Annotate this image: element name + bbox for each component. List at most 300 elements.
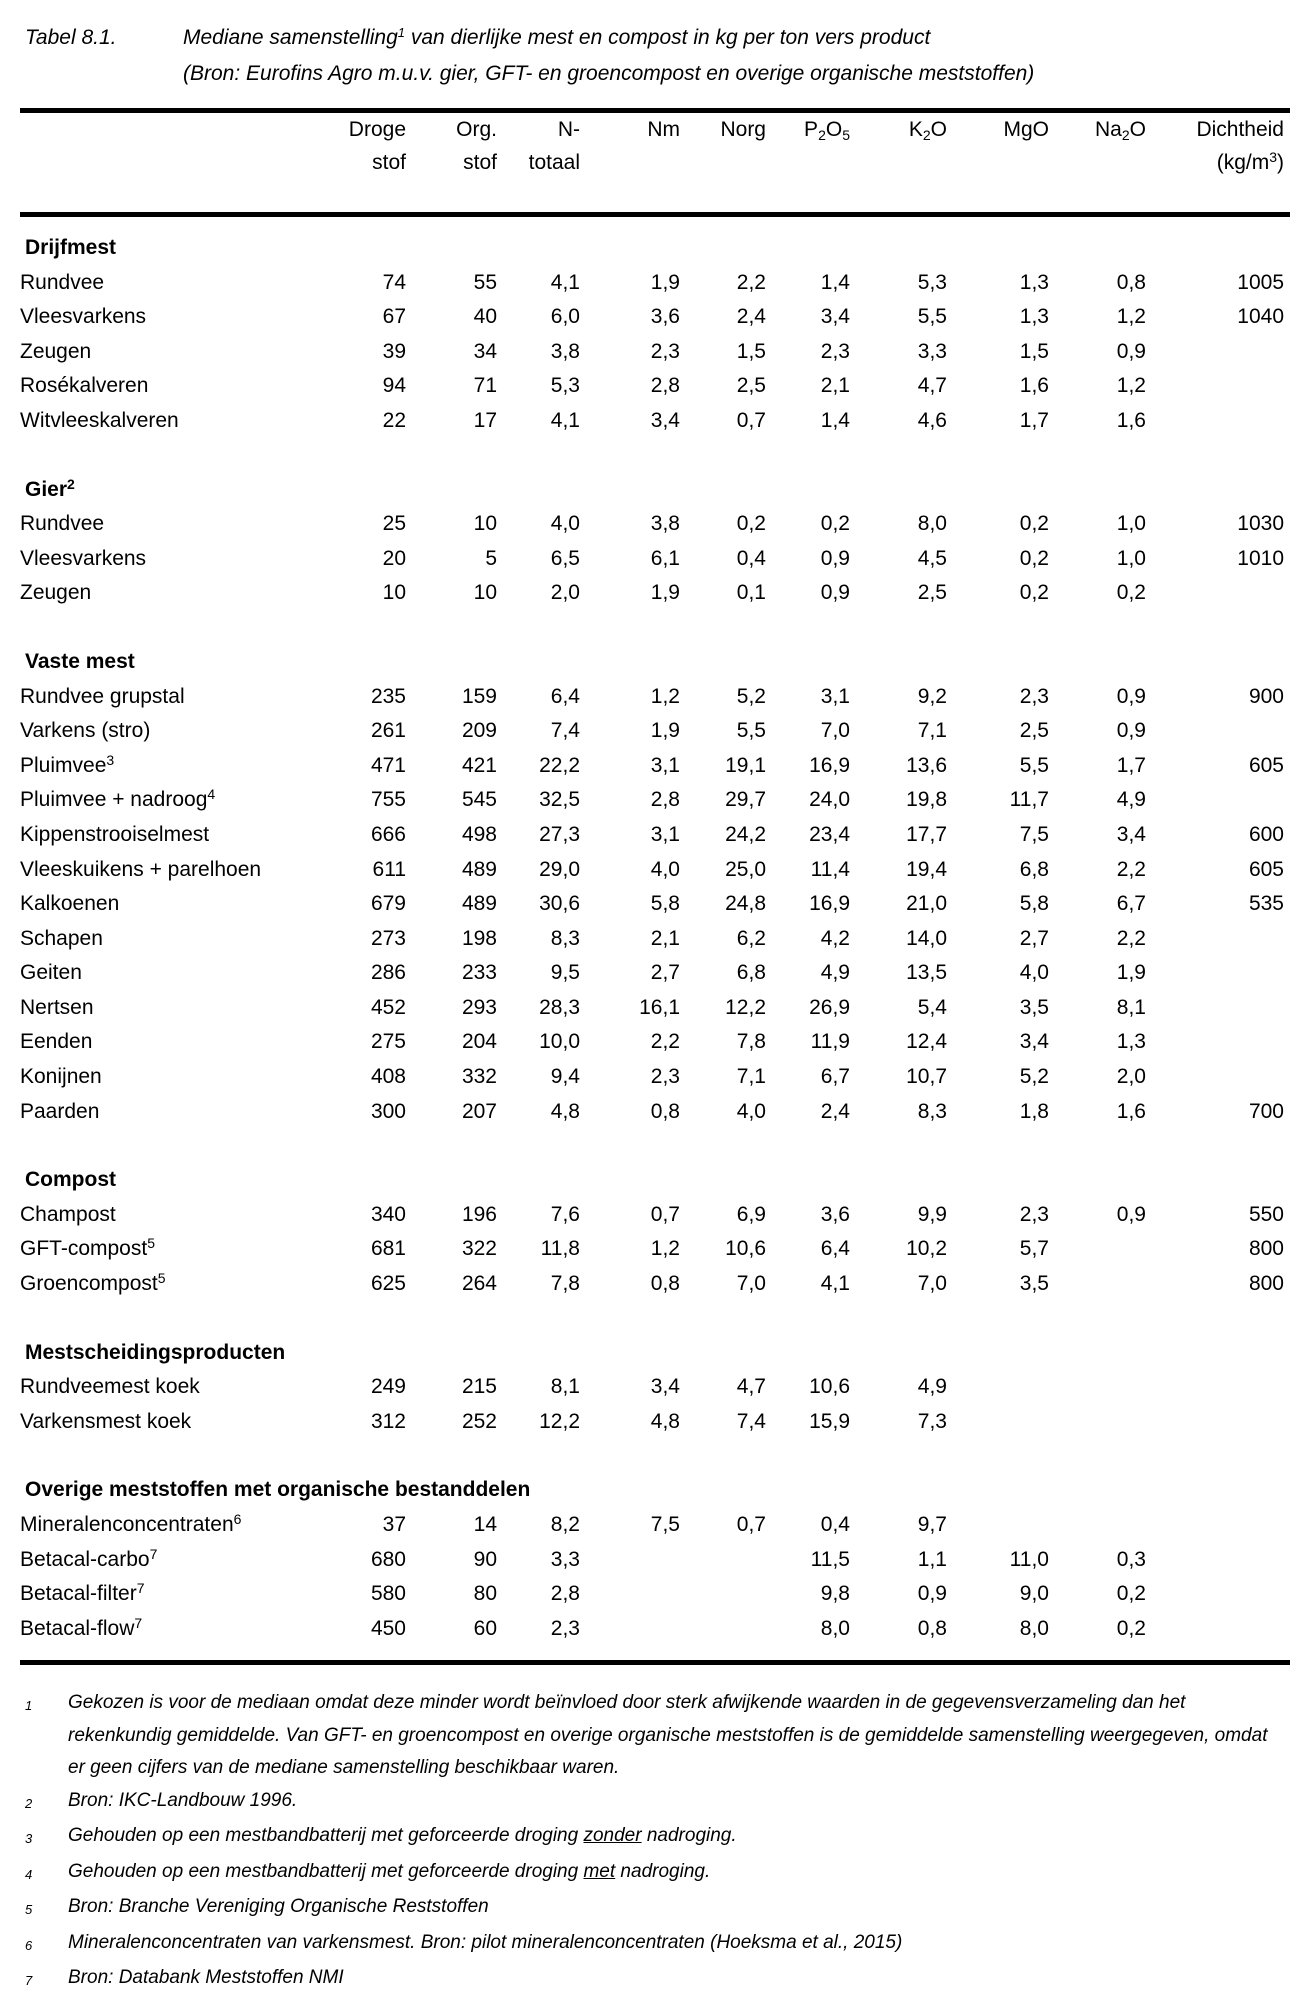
footnote bbox=[25, 1927, 1277, 1963]
cell-value: 1,3 bbox=[1116, 1030, 1146, 1054]
cell-value: 252 bbox=[461, 1409, 497, 1433]
cell-value bbox=[1146, 1543, 1290, 1578]
cell-value: 0,2 bbox=[1116, 581, 1146, 605]
column-header-line1: Droge bbox=[348, 118, 406, 141]
footnote-number: 2 bbox=[25, 1795, 33, 1811]
cell-value: 7,5 bbox=[1019, 822, 1049, 846]
cell-value: 2,3 bbox=[650, 339, 680, 363]
cell-value bbox=[1146, 369, 1290, 404]
row-label: Pluimvee + nadroog$^4$ bbox=[20, 786, 216, 812]
cell-value: 10 bbox=[382, 581, 406, 605]
cell-value: 625 bbox=[370, 1272, 406, 1296]
section-heading: Compost bbox=[25, 1168, 116, 1192]
cell-value: 16,9 bbox=[809, 892, 850, 916]
cell-value: 4,9 bbox=[917, 1375, 947, 1399]
cell-value: 159 bbox=[461, 684, 497, 708]
cell-value: 1,2 bbox=[1116, 305, 1146, 329]
cell-value: 2,3 bbox=[550, 1616, 580, 1640]
section-heading: Drijfmest bbox=[25, 236, 117, 259]
cell-value: 0,9 bbox=[1116, 1202, 1146, 1226]
row-label: Betacal-carbo$^7$ bbox=[20, 1545, 158, 1571]
column-header-line1: $Na_2O$ bbox=[1095, 118, 1146, 143]
cell-value: 0,8 bbox=[650, 1272, 680, 1296]
cell-value: 6,2 bbox=[736, 926, 766, 950]
cell-value: 5,7 bbox=[1019, 1237, 1049, 1261]
cell-value: 10,0 bbox=[539, 1030, 580, 1054]
cell-value: 6,9 bbox=[736, 1202, 766, 1226]
cell-value: 7,3 bbox=[917, 1409, 947, 1433]
cell-value: 4,8 bbox=[550, 1099, 580, 1123]
cell-value: 7,1 bbox=[736, 1065, 766, 1089]
cell-value bbox=[1146, 404, 1290, 439]
cell-value: 13,6 bbox=[906, 753, 947, 777]
cell-value: 312 bbox=[370, 1409, 406, 1433]
cell-value: 40 bbox=[473, 305, 497, 329]
cell-value: 605 bbox=[1248, 857, 1284, 881]
cell-value: 3,3 bbox=[917, 339, 947, 363]
cell-value: 4,1 bbox=[550, 270, 580, 294]
cell-value: 5,8 bbox=[650, 892, 680, 916]
cell-value: 666 bbox=[370, 822, 406, 846]
cell-value: 264 bbox=[461, 1272, 497, 1296]
cell-value: 340 bbox=[370, 1202, 406, 1226]
cell-value: 7,1 bbox=[917, 719, 947, 743]
table-row bbox=[20, 922, 1290, 957]
cell-value: 198 bbox=[461, 926, 497, 950]
cell-value: 2,2 bbox=[1116, 926, 1146, 950]
cell-value: 1,7 bbox=[1019, 408, 1049, 432]
cell-value: 8,3 bbox=[917, 1099, 947, 1123]
table-row bbox=[20, 404, 1290, 439]
cell-value: 8,1 bbox=[1116, 995, 1146, 1019]
cell-value: 1,2 bbox=[650, 684, 680, 708]
cell-value: 37 bbox=[382, 1513, 406, 1536]
spacer-row bbox=[20, 1646, 1290, 1663]
cell-value: 11,5 bbox=[810, 1547, 850, 1571]
cell-value: 452 bbox=[370, 995, 406, 1019]
table-row bbox=[20, 1508, 1290, 1543]
cell-value: 5,4 bbox=[917, 995, 947, 1019]
cell-value: 1,5 bbox=[736, 339, 766, 363]
footnote bbox=[25, 1687, 1277, 1785]
row-label: Konijnen bbox=[20, 1065, 102, 1089]
cell-value: 9,7 bbox=[917, 1513, 947, 1536]
cell-value: 0,9 bbox=[917, 1582, 947, 1606]
cell-value bbox=[1146, 714, 1290, 749]
cell-value: 8,1 bbox=[550, 1375, 580, 1399]
cell-value: 545 bbox=[461, 788, 497, 812]
column-header-line1: MgO bbox=[1003, 118, 1049, 141]
cell-value: 2,2 bbox=[736, 270, 766, 294]
cell-value: 0,1 bbox=[736, 581, 766, 605]
cell-value bbox=[1049, 1232, 1146, 1267]
cell-value bbox=[1146, 576, 1290, 611]
table-row bbox=[20, 576, 1290, 611]
table-title bbox=[25, 20, 1034, 92]
table-row bbox=[20, 1095, 1290, 1130]
cell-value: 24,0 bbox=[809, 788, 850, 812]
cell-value: 22 bbox=[382, 408, 406, 432]
cell-value: 489 bbox=[461, 857, 497, 881]
cell-value: 0,8 bbox=[917, 1616, 947, 1640]
cell-value: 1005 bbox=[1237, 270, 1284, 294]
cell-value: 5,5 bbox=[736, 719, 766, 743]
cell-value: 3,1 bbox=[650, 822, 680, 846]
row-label: Kalkoenen bbox=[20, 892, 120, 916]
table-row bbox=[20, 300, 1290, 335]
table-row bbox=[20, 335, 1290, 370]
row-label: Zeugen bbox=[20, 581, 92, 605]
cell-value: 332 bbox=[461, 1065, 497, 1089]
cell-value: 3,6 bbox=[650, 305, 680, 329]
cell-value: 293 bbox=[461, 995, 497, 1019]
cell-value: 8,0 bbox=[1019, 1616, 1049, 1640]
cell-value: 7,0 bbox=[736, 1272, 766, 1296]
cell-value: 1,5 bbox=[1019, 339, 1049, 363]
cell-value: 7,5 bbox=[650, 1513, 680, 1536]
cell-value bbox=[1146, 922, 1290, 957]
cell-value: 535 bbox=[1248, 892, 1284, 916]
cell-value: 26,9 bbox=[809, 995, 850, 1019]
cell-value: 0,2 bbox=[820, 512, 850, 536]
cell-value bbox=[1049, 1405, 1146, 1440]
cell-value: 1,9 bbox=[1116, 961, 1146, 985]
row-label: Schapen bbox=[20, 926, 103, 950]
cell-value bbox=[580, 1543, 680, 1578]
cell-value: 3,6 bbox=[820, 1202, 850, 1226]
cell-value: 550 bbox=[1248, 1202, 1284, 1226]
cell-value: 90 bbox=[473, 1547, 497, 1571]
cell-value bbox=[1146, 1577, 1290, 1612]
cell-value: 0,2 bbox=[1019, 546, 1049, 570]
cell-value: 580 bbox=[370, 1582, 406, 1606]
cell-value bbox=[1049, 1370, 1146, 1405]
cell-value: 6,8 bbox=[1019, 857, 1049, 881]
cell-value: 6,7 bbox=[820, 1065, 850, 1089]
cell-value: 800 bbox=[1248, 1272, 1284, 1296]
cell-value: 12,2 bbox=[539, 1409, 580, 1433]
cell-value: 7,0 bbox=[820, 719, 850, 743]
cell-value: 1,3 bbox=[1019, 305, 1049, 329]
footnote-number: 1 bbox=[25, 1698, 33, 1713]
cell-value: 1,8 bbox=[1019, 1099, 1049, 1123]
cell-value: 204 bbox=[461, 1030, 497, 1054]
table-row bbox=[20, 369, 1290, 404]
cell-value: 2,0 bbox=[1116, 1065, 1146, 1089]
header-cell-empty bbox=[20, 111, 300, 215]
cell-value: 11,4 bbox=[810, 857, 850, 881]
cell-value: 5,5 bbox=[1019, 753, 1049, 777]
column-header-line2: stof bbox=[372, 151, 406, 174]
cell-value: 6,5 bbox=[550, 546, 580, 570]
cell-value: 471 bbox=[370, 753, 406, 777]
row-label: Zeugen bbox=[20, 339, 92, 363]
cell-value: 600 bbox=[1248, 822, 1284, 846]
cell-value bbox=[1049, 1267, 1146, 1302]
cell-value: 611 bbox=[372, 857, 406, 881]
cell-value: 273 bbox=[370, 926, 406, 950]
cell-value: 6,4 bbox=[820, 1237, 850, 1261]
cell-value: 1,6 bbox=[1116, 408, 1146, 432]
cell-value bbox=[1146, 1405, 1290, 1440]
cell-value: 74 bbox=[382, 270, 406, 294]
cell-value: 13,5 bbox=[906, 961, 947, 985]
row-label: Vleesvarkens bbox=[20, 305, 147, 329]
table-row bbox=[20, 853, 1290, 888]
cell-value: 5,2 bbox=[736, 684, 766, 708]
footnote bbox=[25, 1891, 1277, 1927]
column-header-line1: Norg bbox=[720, 118, 766, 141]
table-row bbox=[20, 749, 1290, 784]
column-header bbox=[1146, 111, 1290, 215]
cell-value: 261 bbox=[370, 719, 406, 743]
cell-value: 0,7 bbox=[736, 1513, 766, 1536]
column-header bbox=[406, 111, 497, 215]
cell-value bbox=[1049, 1508, 1146, 1543]
cell-value: 5,5 bbox=[917, 305, 947, 329]
cell-value: 34 bbox=[473, 339, 497, 363]
cell-value: 9,4 bbox=[550, 1065, 580, 1089]
cell-value: 7,4 bbox=[736, 1409, 766, 1433]
cell-value: 3,4 bbox=[650, 1375, 680, 1399]
cell-value: 23,4 bbox=[809, 822, 850, 846]
cell-value: 7,4 bbox=[550, 719, 580, 743]
cell-value: 0,9 bbox=[1116, 719, 1146, 743]
table-row bbox=[20, 1577, 1290, 1612]
cell-value: 322 bbox=[461, 1237, 497, 1261]
cell-value: 2,5 bbox=[1019, 719, 1049, 743]
row-label: Nertsen bbox=[20, 995, 94, 1019]
cell-value: 4,5 bbox=[917, 546, 947, 570]
row-label: Geiten bbox=[20, 961, 82, 985]
cell-value: 16,1 bbox=[639, 995, 680, 1019]
row-label: GFT-compost$^5$ bbox=[20, 1235, 155, 1261]
cell-value: 1040 bbox=[1237, 305, 1284, 329]
cell-value: 30,6 bbox=[539, 892, 580, 916]
column-header-line2: totaal bbox=[528, 151, 580, 174]
cell-value: 215 bbox=[461, 1375, 497, 1399]
cell-value: 489 bbox=[461, 892, 497, 916]
cell-value: 19,8 bbox=[906, 788, 947, 812]
section-heading: Mestscheidingsproducten bbox=[25, 1340, 286, 1364]
table-row bbox=[20, 542, 1290, 577]
cell-value: 1,6 bbox=[1019, 374, 1049, 398]
cell-value bbox=[680, 1577, 766, 1612]
cell-value: 17,7 bbox=[906, 822, 947, 846]
footnotes bbox=[25, 1687, 1277, 1998]
table-title-text bbox=[183, 20, 1034, 92]
cell-value: 2,1 bbox=[650, 926, 680, 950]
cell-value: 80 bbox=[473, 1582, 497, 1606]
cell-value: 275 bbox=[370, 1030, 406, 1054]
table-row bbox=[20, 1060, 1290, 1095]
footnote-number: 5 bbox=[25, 1902, 33, 1917]
cell-value: 16,9 bbox=[809, 753, 850, 777]
row-label: Groencompost$^5$ bbox=[20, 1270, 166, 1296]
footnote-text: Gehouden op een mestbandbatterij met geforceerde droging zonder nadroging. bbox=[68, 1825, 737, 1846]
section-heading: Overige meststoffen met organische bestanddelen bbox=[25, 1478, 531, 1502]
cell-value: 900 bbox=[1248, 684, 1284, 708]
cell-value: 408 bbox=[370, 1065, 406, 1089]
cell-value bbox=[1146, 1370, 1290, 1405]
row-label: Rosékalveren bbox=[20, 374, 149, 398]
table-row bbox=[20, 1543, 1290, 1578]
cell-value bbox=[580, 1577, 680, 1612]
cell-value: 4,1 bbox=[820, 1272, 850, 1296]
cell-value: 12,2 bbox=[725, 995, 766, 1019]
cell-value: 9,0 bbox=[1019, 1582, 1049, 1606]
row-label: Eenden bbox=[20, 1030, 93, 1054]
row-label: Paarden bbox=[20, 1099, 100, 1123]
table-row bbox=[20, 1612, 1290, 1647]
cell-value: 19,1 bbox=[725, 753, 766, 777]
cell-value: 27,3 bbox=[539, 822, 580, 846]
cell-value: 3,8 bbox=[550, 339, 580, 363]
row-label: Betacal-flow$^7$ bbox=[20, 1614, 143, 1640]
cell-value: 421 bbox=[461, 753, 497, 777]
cell-value: 1,9 bbox=[650, 719, 680, 743]
cell-value: 2,2 bbox=[650, 1030, 680, 1054]
row-label: Vleeskuikens + parelhoen bbox=[20, 857, 262, 881]
cell-value bbox=[1146, 956, 1290, 991]
cell-value: 0,4 bbox=[736, 546, 766, 570]
cell-value bbox=[680, 1612, 766, 1647]
cell-value: 1,2 bbox=[650, 1237, 680, 1261]
cell-value: 2,7 bbox=[1019, 926, 1049, 950]
cell-value: 11,0 bbox=[1009, 1547, 1049, 1571]
cell-value: 4,2 bbox=[820, 926, 850, 950]
cell-value: 196 bbox=[461, 1202, 497, 1226]
row-label: Varkens (stro) bbox=[20, 719, 151, 743]
section-heading: Gier$^2$ bbox=[25, 475, 75, 501]
cell-value: 3,5 bbox=[1019, 995, 1049, 1019]
cell-value: 24,2 bbox=[725, 822, 766, 846]
cell-value: 0,2 bbox=[1116, 1582, 1146, 1606]
section-heading-row bbox=[20, 645, 1290, 680]
table-row bbox=[20, 1370, 1290, 1405]
row-label: Rundvee bbox=[20, 512, 105, 536]
cell-value: 25,0 bbox=[725, 857, 766, 881]
cell-value: 22,2 bbox=[539, 753, 580, 777]
cell-value: 3,8 bbox=[650, 512, 680, 536]
cell-value: 94 bbox=[382, 374, 406, 398]
cell-value: 1,1 bbox=[917, 1547, 947, 1571]
spacer-row bbox=[20, 1129, 1290, 1163]
cell-value: 1030 bbox=[1237, 512, 1284, 536]
column-header-line2: stof bbox=[463, 151, 497, 174]
table-header bbox=[20, 111, 1290, 215]
cell-value: 6,8 bbox=[736, 961, 766, 985]
cell-value: 0,3 bbox=[1116, 1547, 1146, 1571]
column-header bbox=[680, 111, 766, 215]
cell-value: 28,3 bbox=[539, 995, 580, 1019]
section-heading-row bbox=[20, 1336, 1290, 1371]
cell-value bbox=[1146, 1060, 1290, 1095]
footnote bbox=[25, 1856, 1277, 1892]
spacer-row bbox=[20, 439, 1290, 473]
cell-value: 4,8 bbox=[650, 1409, 680, 1433]
table-row bbox=[20, 956, 1290, 991]
cell-value: 1,0 bbox=[1116, 546, 1146, 570]
table-row bbox=[20, 714, 1290, 749]
table-title-line2: (Bron: Eurofins Agro m.u.v. gier, GFT- en groencompost en overige organische meststoffen) bbox=[183, 62, 1035, 85]
cell-value: 4,0 bbox=[550, 512, 580, 536]
cell-value: 5,3 bbox=[550, 374, 580, 398]
row-label: Vleesvarkens bbox=[20, 546, 147, 570]
cell-value: 67 bbox=[382, 305, 406, 329]
cell-value: 2,7 bbox=[650, 961, 680, 985]
cell-value: 0,8 bbox=[1116, 270, 1146, 294]
footnote-text: Gehouden op een mestbandbatterij met geforceerde droging met nadroging. bbox=[68, 1860, 711, 1882]
table-title-line1: Mediane samenstelling$^1$ van dierlijke mest en compost in kg per ton vers product bbox=[183, 25, 931, 49]
cell-value: 1,7 bbox=[1116, 753, 1146, 777]
cell-value: 679 bbox=[370, 892, 406, 916]
cell-value: 2,8 bbox=[650, 374, 680, 398]
cell-value: 14 bbox=[473, 1513, 497, 1536]
cell-value: 1,3 bbox=[1019, 270, 1049, 294]
cell-value: 19,4 bbox=[906, 857, 947, 881]
cell-value: 2,3 bbox=[1019, 684, 1049, 708]
cell-value: 3,4 bbox=[820, 305, 850, 329]
cell-value: 3,4 bbox=[1019, 1030, 1049, 1054]
cell-value: 4,1 bbox=[550, 408, 580, 432]
cell-value bbox=[1146, 1508, 1290, 1543]
table-row bbox=[20, 1267, 1290, 1302]
column-header bbox=[850, 111, 947, 215]
cell-value: 55 bbox=[473, 270, 497, 294]
cell-value: 209 bbox=[461, 719, 497, 743]
cell-value bbox=[1146, 1025, 1290, 1060]
cell-value: 4,7 bbox=[917, 374, 947, 398]
cell-value: 1,6 bbox=[1116, 1099, 1146, 1123]
table-row bbox=[20, 1198, 1290, 1233]
cell-value: 0,7 bbox=[650, 1202, 680, 1226]
table-row bbox=[20, 1025, 1290, 1060]
cell-value: 15,9 bbox=[809, 1409, 850, 1433]
cell-value: 4,0 bbox=[736, 1099, 766, 1123]
cell-value: 0,9 bbox=[1116, 684, 1146, 708]
cell-value bbox=[947, 1405, 1049, 1440]
cell-value: 8,2 bbox=[550, 1513, 580, 1536]
cell-value: 2,3 bbox=[650, 1065, 680, 1089]
cell-value: 2,8 bbox=[550, 1582, 580, 1606]
cell-value: 2,3 bbox=[820, 339, 850, 363]
column-header-line1: $K_2O$ bbox=[908, 118, 947, 143]
cell-value: 286 bbox=[370, 961, 406, 985]
row-label: Varkensmest koek bbox=[20, 1409, 192, 1433]
row-label: Kippenstrooiselmest bbox=[20, 822, 210, 846]
cell-value: 3,1 bbox=[820, 684, 850, 708]
cell-value: 4,0 bbox=[1019, 961, 1049, 985]
cell-value: 7,8 bbox=[550, 1272, 580, 1296]
section-heading-row bbox=[20, 1163, 1290, 1198]
cell-value: 700 bbox=[1248, 1099, 1284, 1123]
cell-value: 1,4 bbox=[820, 270, 850, 294]
cell-value bbox=[1146, 1612, 1290, 1647]
cell-value: 9,8 bbox=[820, 1582, 850, 1606]
cell-value: 17 bbox=[473, 408, 497, 432]
column-header bbox=[300, 111, 406, 215]
cell-value: 10,2 bbox=[906, 1237, 947, 1261]
cell-value: 249 bbox=[370, 1375, 406, 1399]
column-header bbox=[580, 111, 680, 215]
cell-value: 2,5 bbox=[917, 581, 947, 605]
cell-value: 1,2 bbox=[1116, 374, 1146, 398]
cell-value: 14,0 bbox=[906, 926, 947, 950]
section-heading-row bbox=[20, 1473, 1290, 1508]
cell-value: 5 bbox=[485, 546, 497, 570]
cell-value bbox=[680, 1543, 766, 1578]
